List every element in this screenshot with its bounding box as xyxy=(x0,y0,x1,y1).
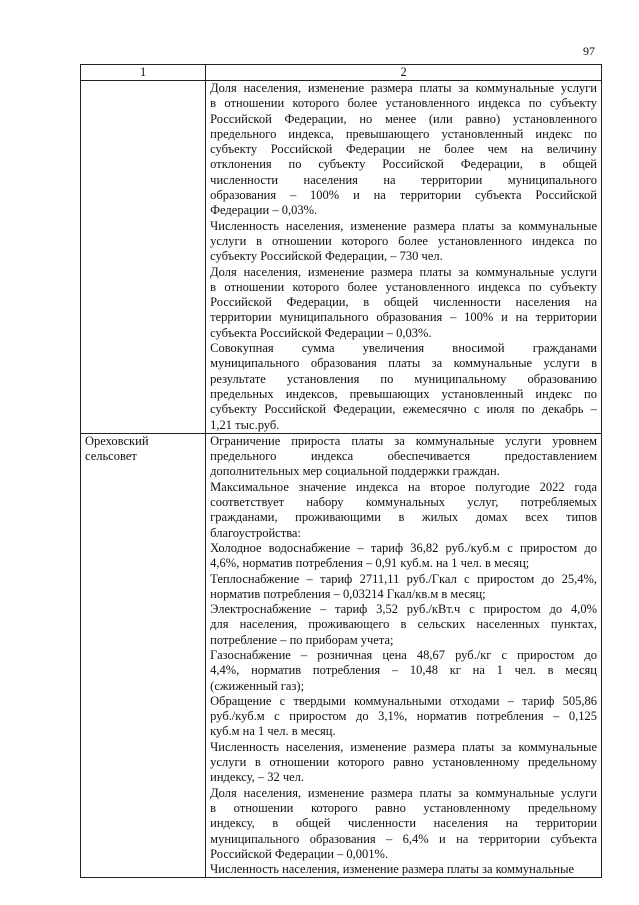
text-line: предельного индекса, превышающего установленный индекс по xyxy=(210,126,597,141)
text-line: Максимальное значение индекса на второе полугодие 2022 года xyxy=(210,479,597,494)
text-line: субъекту Российской Федерации, – 730 чел. xyxy=(210,249,443,264)
text-line: соответствует набору коммунальных услуг, потребляемых xyxy=(210,495,597,510)
text-line: Доля населения, изменение размера платы за коммунальные услуги xyxy=(210,785,597,800)
text-line: норматив потребления – 0,03214 Гкал/кв.м в месяц; xyxy=(210,586,486,601)
paragraph xyxy=(210,480,597,541)
text-line: Обращение с твердыми коммунальными отходами – тариф 505,86 xyxy=(210,693,597,708)
text-line: муниципального образования платы за коммунальные услуги в xyxy=(210,356,597,371)
paragraph xyxy=(210,265,597,341)
paragraph xyxy=(210,219,597,265)
paragraph xyxy=(210,786,597,862)
text-line: предельного индекса обеспечивается предоставлением xyxy=(210,449,597,464)
text-line: дополнительных мер социальной поддержки граждан. xyxy=(210,464,500,479)
document-table xyxy=(80,64,602,878)
row-label-line: Ореховский xyxy=(85,433,149,448)
text-line: благоустройства: xyxy=(210,525,301,540)
text-line: Федерации – 0,03%. xyxy=(210,203,318,218)
table-row xyxy=(81,433,602,878)
text-line: образования – 100% и на территории субъекта Российской xyxy=(210,188,597,203)
text-line: услуги в отношении которого равно установленному предельному xyxy=(210,755,597,770)
text-line: руб./куб.м с приростом до 3,1%, норматив потребления – 0,125 xyxy=(210,709,597,724)
text-line: в отношении которого равно установленному предельному xyxy=(210,800,597,815)
text-line: Доля населения, изменение размера платы за коммунальные услуги xyxy=(210,264,597,279)
paragraph xyxy=(210,740,597,786)
text-line: Численность населения, изменение размера платы за коммунальные xyxy=(210,862,575,877)
table-body xyxy=(81,81,602,878)
text-line: субъекта Российской Федерации – 0,03%. xyxy=(210,325,432,340)
paragraph xyxy=(210,541,597,572)
text-line: территории муниципального образования – 100% и на территории xyxy=(210,310,597,325)
text-line: Российской Федерации, но менее (или равно) установленного xyxy=(210,111,597,126)
row-label-cell xyxy=(81,433,206,878)
text-line: предельных индексов, превышающих установленный индекс по xyxy=(210,386,597,401)
text-line: Российской Федерации – 0,001%. xyxy=(210,846,389,861)
text-line: Доля населения, изменение размера платы за коммунальные услуги xyxy=(210,81,597,95)
text-line: услуги в отношении которого более установленного индекса по xyxy=(210,233,597,248)
table-row xyxy=(81,81,602,434)
row-content-cell xyxy=(206,81,602,434)
text-line: Электроснабжение – тариф 3,52 руб./кВт.ч с приростом до 4,0% xyxy=(210,602,597,617)
text-line: субъекту Российской Федерации не более чем на величину xyxy=(210,142,597,157)
paragraph xyxy=(210,602,597,648)
text-line: 4,6%, норматив потребления – 0,91 куб.м. на 1 чел. в месяц; xyxy=(210,556,530,571)
text-line: в отношении которого более установленного индекса по субъекту xyxy=(210,96,597,111)
text-line: гражданами, проживающими в жилых домах всех типов xyxy=(210,510,597,525)
column-header: 1 xyxy=(81,65,206,81)
text-line: численности населения на территории муниципального xyxy=(210,172,597,187)
text-line: Холодное водоснабжение – тариф 36,82 руб./куб.м с приростом до xyxy=(210,540,597,555)
text-line: 1,21 тыс.руб. xyxy=(210,417,280,432)
text-line: индексу, в общей численности населения на территории xyxy=(210,816,597,831)
text-line: Теплоснабжение – тариф 2711,11 руб./Гкал с приростом до 25,4%, xyxy=(210,571,597,586)
text-line: субъекту Российской Федерации, ежемесячно с июля по декабрь – xyxy=(210,402,597,417)
text-line: 4,4%, норматив потребления – 10,48 кг на 1 чел. в месяц xyxy=(210,663,597,678)
paragraph xyxy=(210,341,597,433)
column-header: 2 xyxy=(206,65,602,81)
text-line: Численность населения, изменение размера платы за коммунальные xyxy=(210,739,597,754)
table-header-row xyxy=(81,65,602,81)
text-line: индексу, – 32 чел. xyxy=(210,770,305,785)
text-line: Газоснабжение – розничная цена 48,67 руб./кг с приростом до xyxy=(210,647,597,662)
row-content-cell xyxy=(206,433,602,878)
paragraph xyxy=(210,572,597,603)
text-line: в отношении которого более установленного индекса по субъекту xyxy=(210,279,597,294)
text-line: Ограничение прироста платы за коммунальные услуги уровнем xyxy=(210,433,597,448)
paragraph xyxy=(210,694,597,740)
text-line: (сжиженный газ); xyxy=(210,678,305,693)
text-line: Численность населения, изменение размера платы за коммунальные xyxy=(210,218,597,233)
row-label-line: сельсовет xyxy=(85,449,137,464)
page-number: 97 xyxy=(583,44,595,58)
paragraph xyxy=(210,81,597,219)
text-line: Совокупная сумма увеличения вносимой гражданами xyxy=(210,341,597,356)
text-line: куб.м на 1 чел. в месяц. xyxy=(210,724,336,739)
paragraph xyxy=(210,862,597,877)
paragraph xyxy=(210,434,597,480)
text-line: Российской Федерации, в общей численности населения на xyxy=(210,295,597,310)
paragraph xyxy=(210,648,597,694)
row-label-cell xyxy=(81,81,206,434)
text-line: отклонения по субъекту Российской Федерации, в общей xyxy=(210,157,597,172)
text-line: результате установления по муниципальному образованию xyxy=(210,371,597,386)
text-line: потребление – по приборам учета; xyxy=(210,632,394,647)
text-line: муниципального образования – 6,4% и на территории субъекта xyxy=(210,831,597,846)
text-line: для населения, проживающего в сельских населенных пунктах, xyxy=(210,617,597,632)
